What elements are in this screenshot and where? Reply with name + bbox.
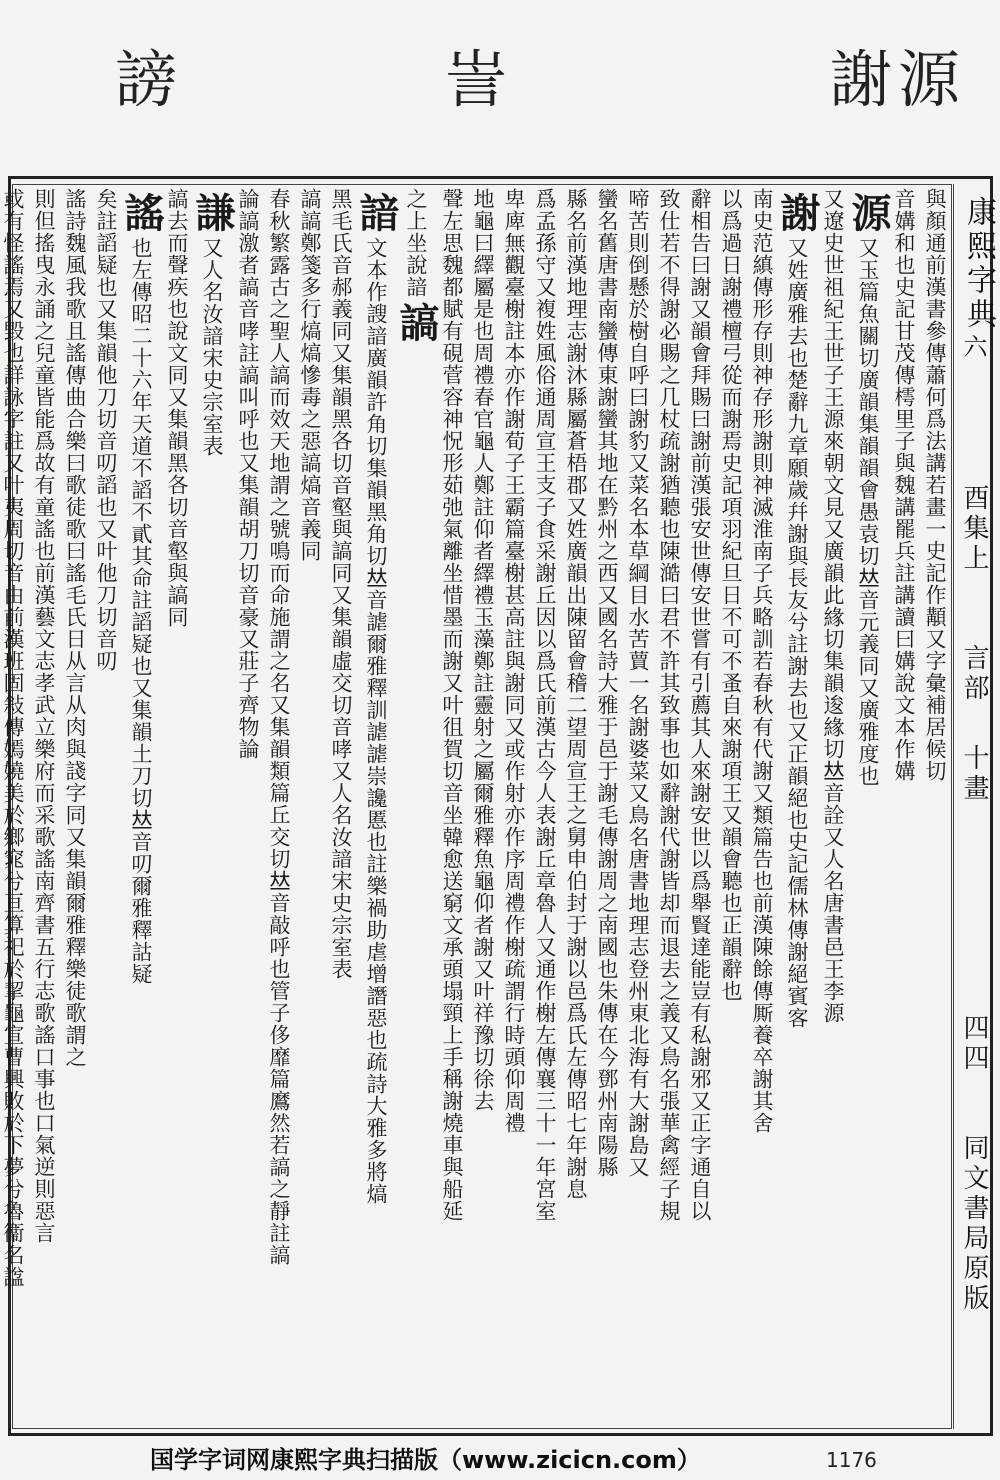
seal-char-right: 謝源	[830, 43, 967, 116]
headword: 謙	[189, 192, 236, 233]
text-column: 與顏通前漢書參傳蕭何爲法講若畫一史記作顜又字彙補居候切	[923, 188, 947, 782]
side-panel	[953, 184, 996, 1429]
text-column: 致仕若不得謝必賜之几杖疏謝猶聽也陳澔曰君不許其致事也如辭謝代謝皆却而退去之義又鳥名張華禽經子規	[657, 188, 681, 1222]
headword: 諳	[353, 192, 400, 233]
text-column: 或有怪謠焉又毀也詳詠字註又叶夷周切音由前漢班固敍傳嫣嬈美於鄉窕兮亘算祀於挈龜宣曹興敗於下夢兮魯衞名諡	[1, 188, 25, 1288]
footer-source-text: 国学字词网康熙字典扫描版（www.zicicn.com）	[150, 1446, 701, 1474]
text-column: 音媾和也史記甘茂傳樗里子與魏講罷兵註講讀曰媾說文本作媾	[892, 188, 916, 782]
text-column: 謠也左傳昭二十六年天道不謟不貳其命註謟疑也又集韻土刀切𠀤音叨爾雅釋詁疑	[118, 192, 165, 985]
text-column: 謝又姓廣雅去也楚辭九章願歲幷謝與長友兮註謝去也又正韻絕也史記儒林傳謝絕賓客	[774, 192, 821, 1029]
text-column: 爲孟孫守又複姓風俗通周宣王支子食采謝丘因以爲氏前漢古今人表謝丘章魯人又通作榭左傳襄三十一年宮室	[533, 188, 557, 1222]
page-number: 1176	[826, 1448, 877, 1472]
seal-script-header	[0, 0, 1000, 150]
text-column: 謞謞鄭箋多行熇熇慘毒之惡謞熇音義同	[298, 188, 322, 562]
section-label: 酉集上	[959, 484, 989, 574]
text-column: 謙又人名汝諳宋史宗室表	[189, 192, 236, 457]
seal-char-center: 訔	[445, 43, 514, 116]
text-column: 謠詩魏風我歌且謠傳曲合樂曰歌徒歌曰謠毛氏日从言从肉與諓字同又集韻爾雅釋樂徒歌謂之	[63, 188, 87, 1068]
radical-label: 言部	[959, 644, 989, 704]
text-column: 謞去而聲疾也說文同又集韻黑各切音壑與謞同	[165, 188, 189, 628]
headword: 謠	[118, 192, 165, 233]
page-label: 四四	[959, 1014, 989, 1074]
dictionary-text-body	[1, 188, 950, 1426]
text-column: 源又玉篇魚關切廣韻集韻韻會愚袁切𠀤音元義同又廣雅度也	[845, 192, 892, 787]
text-column: 卑庳無觀臺榭註本亦作謝荀子王霸篇臺榭甚高註與謝同又或作射亦作序周禮作榭疏謂行時頭仰周禮	[502, 188, 526, 1134]
headword: 謞	[393, 302, 440, 343]
seal-char-left: 謗	[115, 43, 184, 116]
text-column: 矣註謟疑也又集韻他刀切音叨謟也又叶他刀切音叨	[94, 188, 118, 672]
text-column: 縣名前漢地理志謝沐縣屬蒼梧郡又姓廣韻出陳留會稽二望周宣王之舅申伯封于謝以邑爲氏左傳昭七年謝息	[564, 188, 588, 1200]
text-column: 春秋繁露古之聖人謞而效天地謂之號鳴而命施謂之名又集韻類篇丘交切𠀤音敲呼也管子侈靡篇䳸然若謞之靜註謞	[267, 188, 291, 1266]
text-column: 蠻名舊唐書南蠻傳東謝蠻其地在黔州之西又國名詩大雅于邑于謝毛傳謝周之南國也朱傳在今鄧州南陽縣	[595, 188, 619, 1178]
text-column: 南史范縝傳形存則神存形謝則神滅淮南子兵略訓若春秋有代謝又類篇告也前漢陳餘傳厮養卒謝其舍	[750, 188, 774, 1134]
headword: 謝	[774, 192, 821, 233]
text-column: 黑毛氏音郝義同又集韻黑各切音壑與謞同又集韻虛交切音哮又人名汝諳宋史宗室表	[329, 188, 353, 980]
text-column: 之上坐說諳謞	[393, 188, 440, 343]
headword: 源	[845, 192, 892, 233]
text-column: 論謞激者謞音哮註謞叫呼也又集韻胡刀切音豪又莊子齊物論	[236, 188, 260, 760]
book-title: 康熙字典	[961, 196, 996, 332]
text-column: 聲左思魏都賦有硯菅容神怳形茹弛氣離坐惜墨而謝又叶徂賀切音坐韓愈送窮文承頭塌頸上手稱謝燒車與船延	[440, 188, 464, 1222]
text-column: 啼苦則倒懸於樹自呼曰謝豹又菜名本草綱目水苦蕒一名謝婆菜又鳥名唐書地理志登州東北海有大謝島又	[626, 188, 650, 1178]
stroke-count-label: 十畫	[959, 744, 989, 804]
text-column: 又遼史世祖紀王世子王源來朝文見又廣韻此緣切集韻逡緣切𠀤音詮又人名唐書邑王李源	[821, 188, 845, 1024]
text-column: 以爲過日謝禮檀弓從而謝焉史記項羽紀旦日不可不蚤自來謝項王又韻會聽也正韻辭也	[719, 188, 743, 1002]
text-column: 地龜曰繹屬是也周禮春官龜人鄭註仰者繹禮玉藻鄭註靈射之屬爾雅釋魚龜仰者謝又叶祥豫切徐去	[471, 188, 495, 1112]
text-column: 諳文本作謏諳廣韻許角切集韻黑角切𠀤音謔爾雅釋訓謔謔崇讒慝也註樂禍助虐增譖惡也疏詩大雅多將熇	[353, 192, 400, 1205]
text-column: 則但搖曳永誦之兒童皆能爲故有童謠也前漢藝文志孝武立樂府而采歌謠南齊書五行志歌謠口事也口氣逆則惡言	[32, 188, 56, 1244]
publisher-label: 同文書局原版	[959, 1134, 989, 1314]
text-column: 辭相告曰謝又韻會拜賜曰謝前漢張安世傳安世嘗有引薦其人來謝安世以爲舉賢達能豈有私謝邪又正字通自以	[688, 188, 712, 1222]
volume-number: 六	[959, 334, 987, 362]
